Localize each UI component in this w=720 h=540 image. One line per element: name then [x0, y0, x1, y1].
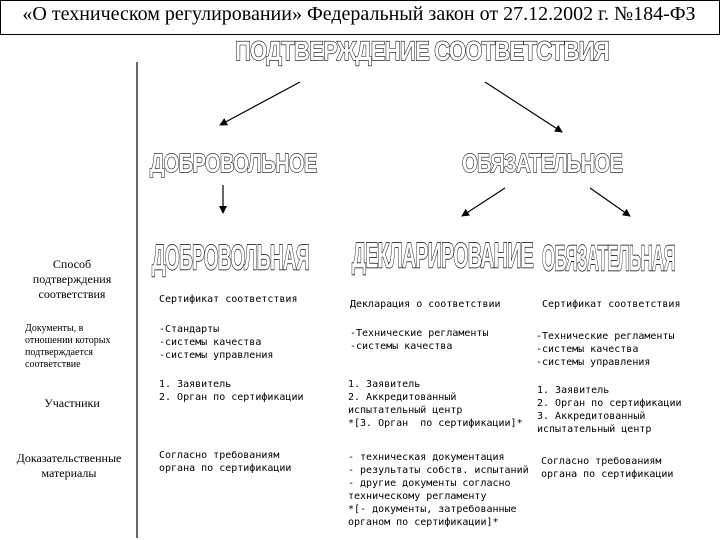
heading-voluntary: ДОБРОВОЛЬНОЕ	[150, 148, 317, 178]
declaration-evidence: - техническая документация - результаты собств. испытаний - другие документы согласно техническому регламенту *[- документы, затребованные органом по сертификации]*	[348, 452, 529, 528]
declaration-method: Декларация о соответствии	[350, 299, 501, 310]
heading-mandatory: ОБЯЗАТЕЛЬНОЕ	[462, 148, 623, 178]
row-label-method: Способ подтверждения соответствия	[32, 257, 112, 301]
heading-declaration: ДЕКЛАРИРОВАНИЕ	[352, 236, 533, 275]
voluntary-documents: -Стандарты -системы качества -системы управления	[159, 324, 274, 361]
voluntary-participants: 1. Заявитель 2. Орган по сертификации	[159, 379, 304, 403]
heading-mandatory-certification: ОБЯЗАТЕЛЬНАЯ	[542, 238, 676, 279]
voluntary-method: Сертификат соответствия	[159, 294, 298, 305]
page-title: «О техническом регулировании» Федеральный закон от 27.12.2002 г. №184-ФЗ	[22, 3, 696, 25]
row-label-evidence: Доказательственные материалы	[16, 451, 122, 480]
declaration-participants: 1. Заявитель 2. Аккредитованный испытательный центр *[3. Орган по сертификации]*	[348, 379, 523, 429]
heading-confirmation: ПОДТВЕРЖДЕНИЕ СООТВЕТСТВИЯ	[235, 36, 609, 66]
arrow-to-declaration	[462, 188, 505, 216]
arrow-to-voluntary	[220, 82, 300, 125]
mandatory-participants: 1. Заявитель 2. Орган по сертификации 3. Аккредитованный испытательный центр	[537, 385, 682, 435]
row-label-documents: Документы, в отношении которых подтверждается соответствие	[25, 323, 111, 370]
mandatory-evidence: Согласно требованиям органа по сертификации	[541, 456, 674, 480]
heading-voluntary-certification: ДОБРОВОЛЬНАЯ	[152, 238, 310, 277]
arrow-to-mandatory	[485, 82, 562, 132]
mandatory-method: Сертификат соответствия	[542, 299, 681, 310]
declaration-documents: -Технические регламенты -системы качества	[350, 328, 489, 352]
mandatory-documents: -Технические регламенты -системы качества -системы управления	[536, 331, 675, 368]
arrow-to-mandatory-cert	[590, 188, 630, 216]
row-label-participants: Участники	[44, 396, 100, 410]
voluntary-evidence: Согласно требованиям органа по сертификации	[159, 450, 292, 474]
